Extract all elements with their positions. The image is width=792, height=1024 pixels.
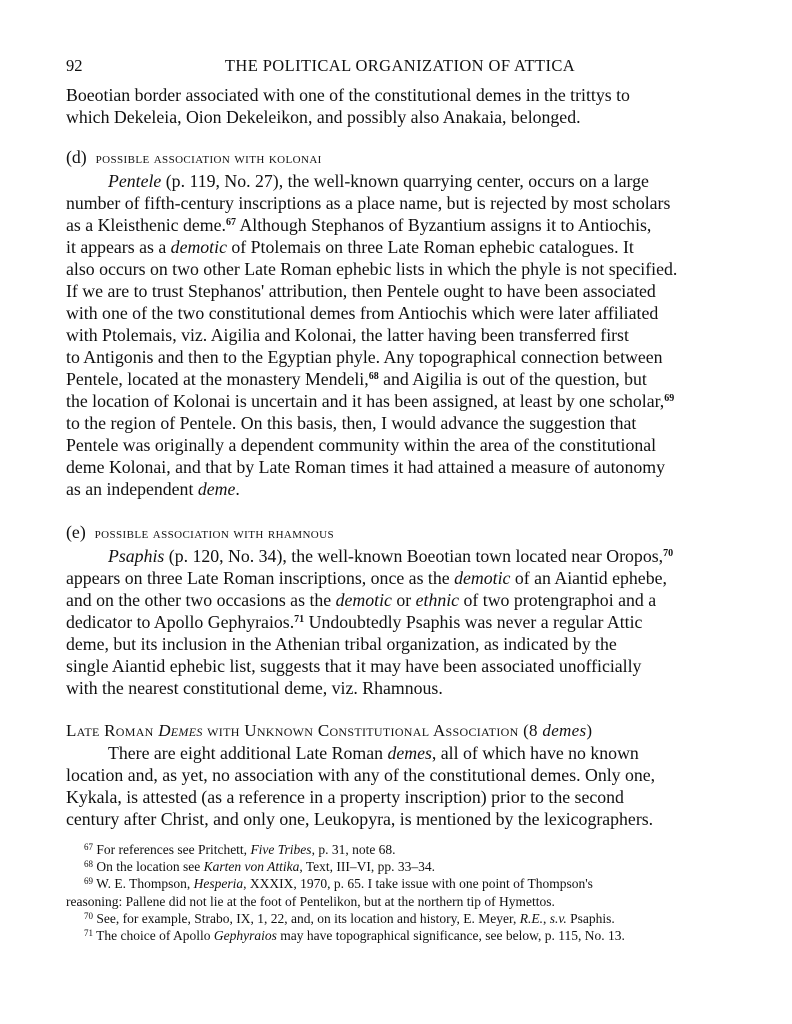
section-d-paragraph: [66, 170, 734, 500]
section-title: possible association with kolonai: [95, 151, 322, 167]
page-header: [66, 56, 734, 80]
text-line: which Dekeleia, Oion Dekeleikon, and possibly also Anakaia, belonged.: [66, 107, 581, 127]
footnote-ref[interactable]: 70: [663, 548, 674, 559]
section-heading-d: [66, 146, 734, 170]
footnote-ref[interactable]: 69: [664, 393, 675, 404]
italic-term: Five Tribes: [250, 842, 312, 857]
italic-term: Gephyraios: [213, 928, 277, 944]
text-line: [66, 589, 734, 611]
footnote-number: 70: [84, 910, 93, 921]
text-line: [66, 236, 734, 258]
text-line: number of fifth-century inscriptions as a place name, but is rejected by most scholars: [66, 193, 671, 213]
late-roman-paragraph: [66, 742, 734, 830]
heading-span: ): [586, 721, 593, 740]
text-span: as a Kleisthenic deme.: [66, 215, 226, 235]
footnote-69-continued: reasoning: Pallene did not lie at the foot of Pentelikon, but at the northern tip of Hymettos.: [66, 893, 555, 909]
section-heading-e: [66, 521, 734, 545]
footnotes: [66, 841, 734, 944]
text-span: , p. 31, note 68.: [311, 842, 396, 857]
text-line: century after Christ, and only one, Leukopyra, is mentioned by the lexicographers.: [66, 809, 654, 829]
footnote-70: [66, 910, 734, 927]
text-span: Pentele, located at the monastery Mendeli,: [66, 369, 369, 389]
text-span: of Ptolemais on three Late Roman ephebic catalogues. It: [226, 237, 634, 257]
heading-italic: demes: [542, 721, 587, 740]
italic-term: Karten von Attika: [203, 859, 300, 875]
section-label: (e): [66, 522, 86, 542]
text-line: to the region of Pentele. On this basis, then, I would advance the suggestion that: [66, 413, 637, 433]
italic-term: s.v.: [549, 910, 567, 926]
italic-term: demotic: [170, 237, 227, 257]
footnote-number: 67: [84, 842, 93, 852]
italic-term: demes: [387, 743, 432, 763]
text-span: W. E. Thompson,: [93, 876, 194, 892]
text-span: or: [391, 590, 416, 610]
italic-term: ethnic: [415, 590, 460, 610]
late-roman-heading: [66, 720, 734, 742]
footnote-67: [66, 841, 734, 858]
text-line: [66, 170, 734, 192]
text-line: [66, 567, 734, 589]
heading-span: Late Roman: [66, 721, 159, 740]
text-span: appears on three Late Roman inscriptions, once as the: [66, 568, 455, 588]
footnote-68: [66, 858, 734, 875]
intro-paragraph: [66, 84, 734, 128]
text-line: location and, as yet, no association with any of the constitutional demes. Only one,: [66, 765, 656, 785]
text-line: also occurs on two other Late Roman ephebic lists in which the phyle is not specified.: [66, 259, 678, 279]
text-span: and on the other two occasions as the: [66, 590, 336, 610]
text-span: Undoubtedly Psaphis was never a regular Attic: [304, 612, 643, 632]
text-line: single Aiantid ephebic list, suggests that it may have been associated unofficially: [66, 656, 642, 676]
text-span: , all of which have no known: [431, 743, 639, 763]
footnote-ref[interactable]: 68: [368, 371, 379, 382]
text-span: For references see Pritchett,: [93, 842, 251, 857]
text-span: of two protengraphoi and a: [459, 590, 657, 610]
footnote-69: [66, 875, 734, 892]
footnote-ref[interactable]: 71: [294, 614, 305, 625]
footnote-ref[interactable]: 67: [225, 217, 236, 228]
footnote-number: 68: [84, 859, 93, 870]
footnote-71: [66, 927, 734, 944]
text-line: deme Kolonai, and that by Late Roman times it had attained a measure of autonomy: [66, 457, 665, 477]
italic-term: Hesperia: [193, 876, 244, 892]
text-span: ,: [543, 910, 550, 926]
italic-term: deme: [197, 479, 236, 499]
text-span: , XXXIX, 1970, p. 65. I take issue with one point of Thompson's: [243, 876, 593, 892]
text-line: to Antigonis and then to the Egyptian phyle. Any topographical connection between: [66, 347, 663, 367]
text-line: [66, 214, 734, 236]
text-span: (p. 120, No. 34), the well-known Boeotian town located near Oropos,: [164, 546, 664, 566]
text-span: Psaphis.: [566, 910, 615, 926]
footnote-number: 69: [84, 876, 93, 887]
text-line: with Ptolemais, viz. Aigilia and Kolonai, the latter having been transferred first: [66, 325, 629, 345]
text-span: dedicator to Apollo Gephyraios.: [66, 612, 295, 632]
running-title: THE POLITICAL ORGANIZATION OF ATTICA: [224, 56, 576, 75]
text-line: [66, 390, 734, 412]
text-line: Pentele was originally a dependent community within the area of the constitutional: [66, 435, 657, 455]
text-span: There are eight additional Late Roman: [108, 743, 388, 763]
text-line: [66, 742, 734, 764]
text-line: Boeotian border associated with one of the constitutional demes in the trittys to: [66, 85, 630, 105]
text-span: , Text, III–VI, pp. 33–34.: [299, 859, 436, 875]
deme-name: Psaphis: [108, 546, 165, 566]
text-span: and Aigilia is out of the question, but: [378, 369, 647, 389]
deme-name: Pentele: [108, 171, 162, 191]
text-span: of an Aiantid ephebe,: [510, 568, 667, 588]
heading-italic: Demes: [158, 721, 203, 740]
text-span: Although Stephanos of Byzantium assigns it to Antiochis,: [235, 215, 652, 235]
page-number: 92: [66, 56, 83, 75]
section-title: possible association with rhamnous: [94, 526, 335, 542]
heading-span: with Unknown Constitutional Association (8: [202, 721, 543, 740]
text-line: with the nearest constitutional deme, viz. Rhamnous.: [66, 678, 443, 698]
section-label: (d): [66, 147, 87, 167]
text-span: as an independent: [66, 479, 198, 499]
text-span: See, for example, Strabo, IX, 1, 22, and, on its location and history, E. Meyer,: [93, 910, 520, 926]
text-span: (p. 119, No. 27), the well-known quarrying center, occurs on a large: [161, 171, 649, 191]
footnote-number: 71: [84, 928, 93, 939]
text-line: deme, but its inclusion in the Athenian tribal organization, as indicated by the: [66, 634, 617, 654]
text-span: may have topographical significance, see below, p. 115, No. 13.: [276, 928, 625, 944]
text-span: The choice of Apollo: [93, 928, 214, 944]
text-line: [66, 368, 734, 390]
text-line: Kykala, is attested (as a reference in a property inscription) prior to the second: [66, 787, 624, 807]
text-span: the location of Kolonai is uncertain and it has been assigned, at least by one scholar,: [66, 391, 665, 411]
text-line: [66, 478, 734, 500]
italic-term: R.E.: [519, 910, 543, 926]
text-span: it appears as a: [66, 237, 171, 257]
italic-term: demotic: [335, 590, 392, 610]
text-line: [66, 545, 734, 567]
text-line: If we are to trust Stephanos' attribution, then Pentele ought to have been associated: [66, 281, 656, 301]
section-e-paragraph: [66, 545, 734, 699]
text-line: [66, 611, 734, 633]
page: [66, 56, 734, 944]
text-span: On the location see: [93, 859, 204, 875]
text-span: .: [235, 479, 240, 499]
text-line: with one of the two constitutional demes from Antiochis which were later affiliated: [66, 303, 659, 323]
italic-term: demotic: [454, 568, 511, 588]
